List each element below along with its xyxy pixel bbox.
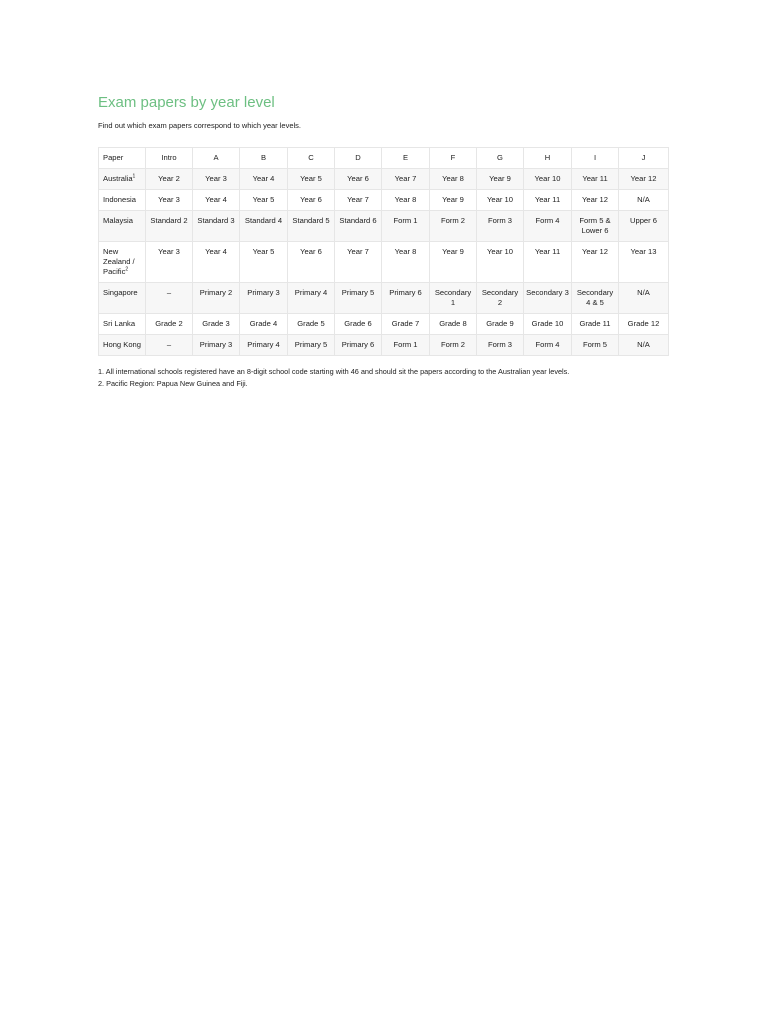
row-header	[99, 283, 146, 314]
row-header	[99, 335, 146, 356]
table-cell: Year 12	[619, 169, 669, 190]
table-cell: N/A	[619, 283, 669, 314]
table-row	[99, 314, 669, 335]
row-label: Sri Lanka	[103, 319, 136, 328]
table-cell: Year 10	[477, 242, 524, 283]
footnote: 1. All international schools registered have an 8-digit school code starting with 46 and should sit the papers according to the Australian year levels.	[98, 367, 570, 376]
footnotes	[98, 366, 668, 390]
table-cell: Year 8	[382, 242, 430, 283]
row-header	[99, 190, 146, 211]
table-cell: Year 8	[382, 190, 430, 211]
row-label: Singapore	[103, 288, 138, 297]
table-cell: Year 12	[572, 190, 619, 211]
table-cell: Grade 11	[572, 314, 619, 335]
footnote-marker: 1	[132, 173, 136, 180]
row-label: Malaysia	[103, 216, 133, 225]
table-row	[99, 190, 669, 211]
table-cell: Grade 9	[477, 314, 524, 335]
exam-papers-table	[98, 147, 669, 356]
table-cell: Year 11	[524, 190, 572, 211]
table-cell: Primary 6	[335, 335, 382, 356]
column-header: F	[430, 148, 477, 169]
table-cell: Year 3	[146, 190, 193, 211]
table-cell: Standard 2	[146, 211, 193, 242]
table-cell: Year 3	[146, 242, 193, 283]
table-cell: Year 6	[335, 169, 382, 190]
table-cell: Year 13	[619, 242, 669, 283]
column-header: Paper	[99, 148, 146, 169]
table-cell: Secondary 4 & 5	[572, 283, 619, 314]
table-cell: Form 5 & Lower 6	[572, 211, 619, 242]
table-cell: Grade 10	[524, 314, 572, 335]
column-header: I	[572, 148, 619, 169]
row-header	[99, 314, 146, 335]
column-header: C	[288, 148, 335, 169]
column-header: J	[619, 148, 669, 169]
table-cell: Standard 4	[240, 211, 288, 242]
table-cell: Year 7	[335, 242, 382, 283]
table-cell: Standard 5	[288, 211, 335, 242]
table-cell: Year 11	[572, 169, 619, 190]
table-cell: Year 5	[288, 169, 335, 190]
table-cell: Primary 3	[240, 283, 288, 314]
table-cell: –	[146, 335, 193, 356]
column-header: D	[335, 148, 382, 169]
column-header: B	[240, 148, 288, 169]
column-header: H	[524, 148, 572, 169]
table-cell: Year 6	[288, 190, 335, 211]
column-header: G	[477, 148, 524, 169]
table-cell: Form 3	[477, 211, 524, 242]
table-cell: Primary 4	[288, 283, 335, 314]
table-cell: Grade 5	[288, 314, 335, 335]
table-row	[99, 335, 669, 356]
table-cell: Year 10	[477, 190, 524, 211]
table-cell: Grade 6	[335, 314, 382, 335]
table-cell: Grade 8	[430, 314, 477, 335]
table-cell: Year 4	[193, 242, 240, 283]
table-cell: Grade 3	[193, 314, 240, 335]
table-cell: Upper 6	[619, 211, 669, 242]
table-cell: Grade 7	[382, 314, 430, 335]
column-header: E	[382, 148, 430, 169]
table-row	[99, 242, 669, 283]
intro-text: Find out which exam papers correspond to which year levels.	[98, 121, 302, 130]
table-cell: Year 11	[524, 242, 572, 283]
table-cell: Form 2	[430, 211, 477, 242]
table-cell: Grade 12	[619, 314, 669, 335]
table-cell: Form 3	[477, 335, 524, 356]
table-cell: Year 9	[477, 169, 524, 190]
table-cell: Form 5	[572, 335, 619, 356]
table-cell: Year 7	[382, 169, 430, 190]
table-cell: Standard 3	[193, 211, 240, 242]
table-cell: Grade 2	[146, 314, 193, 335]
table-cell: Form 1	[382, 335, 430, 356]
table-cell: Year 7	[335, 190, 382, 211]
table-cell: Primary 5	[335, 283, 382, 314]
row-header	[99, 242, 146, 283]
table-cell: Secondary 2	[477, 283, 524, 314]
table-cell: Year 8	[430, 169, 477, 190]
table-cell: Secondary 3	[524, 283, 572, 314]
row-label: New Zealand / Pacific	[103, 247, 135, 276]
footnote: 2. Pacific Region: Papua New Guinea and Fiji.	[98, 379, 248, 388]
table-cell: Year 5	[240, 190, 288, 211]
table-cell: Year 4	[193, 190, 240, 211]
content	[98, 92, 668, 390]
table-cell: Secondary 1	[430, 283, 477, 314]
table-cell: Grade 4	[240, 314, 288, 335]
table-cell: Year 2	[146, 169, 193, 190]
table-row	[99, 211, 669, 242]
table-cell: N/A	[619, 335, 669, 356]
table-row	[99, 283, 669, 314]
row-label: Australia	[103, 174, 133, 183]
column-header: Intro	[146, 148, 193, 169]
table-cell: Form 2	[430, 335, 477, 356]
footnote-marker: 2	[125, 266, 129, 273]
table-cell: Form 1	[382, 211, 430, 242]
table-cell: Primary 2	[193, 283, 240, 314]
table-header-row	[99, 148, 669, 169]
table-cell: Year 9	[430, 190, 477, 211]
table-cell: Form 4	[524, 335, 572, 356]
table-cell: Year 5	[240, 242, 288, 283]
row-label: Indonesia	[103, 195, 136, 204]
table-cell: Year 10	[524, 169, 572, 190]
table-cell: N/A	[619, 190, 669, 211]
table-cell: –	[146, 283, 193, 314]
table-row	[99, 169, 669, 190]
table-cell: Primary 3	[193, 335, 240, 356]
table-cell: Form 4	[524, 211, 572, 242]
row-header	[99, 211, 146, 242]
table-cell: Year 4	[240, 169, 288, 190]
row-label: Hong Kong	[103, 340, 141, 349]
table-body	[99, 169, 669, 356]
table-cell: Year 6	[288, 242, 335, 283]
table-cell: Year 9	[430, 242, 477, 283]
row-header	[99, 169, 146, 190]
table-cell: Primary 6	[382, 283, 430, 314]
page-title: Exam papers by year level	[98, 94, 275, 111]
table-cell: Primary 4	[240, 335, 288, 356]
table-cell: Primary 5	[288, 335, 335, 356]
table-cell: Year 12	[572, 242, 619, 283]
column-header: A	[193, 148, 240, 169]
table-cell: Standard 6	[335, 211, 382, 242]
table-cell: Year 3	[193, 169, 240, 190]
